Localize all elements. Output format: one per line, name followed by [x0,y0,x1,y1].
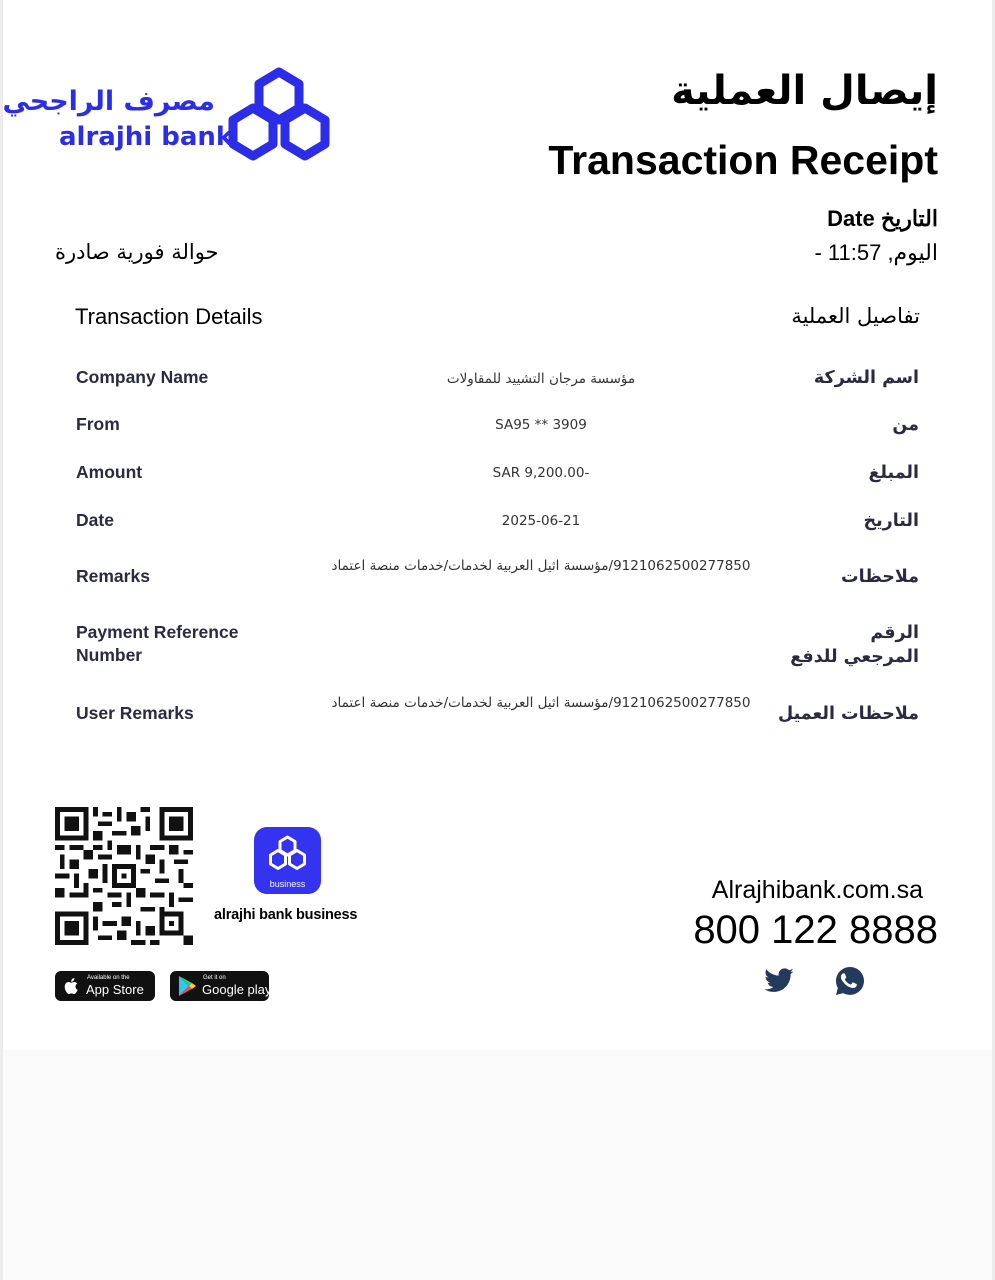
row-label-ar: الرقم المرجعي للدفع [790,623,919,667]
row-label-ar: ملاحظات العميل [778,704,919,724]
row-label-ar: المبلغ [868,463,919,483]
row-label-ar: ملاحظات [841,567,919,587]
date-label-ar: التاريخ [880,206,938,231]
app-store-big-text: App Store [86,982,144,997]
app-store-small-text: Available on the [87,975,130,981]
date-value: اليوم, 11:57 - [814,240,938,265]
row-label-en: Company Name [76,367,209,387]
section-title-en: Transaction Details [75,304,263,329]
date-label-en: Date [827,206,875,231]
whatsapp-icon[interactable] [834,965,866,997]
qr-code [55,807,193,945]
left-edge [0,0,3,1280]
google-play-small-text: Get it on [203,975,226,981]
row-label-en: Amount [76,462,143,482]
google-play-big-text: Google play [202,982,272,997]
phone-number[interactable]: 800 122 8888 [693,908,938,952]
app-name: alrajhi bank business [214,907,358,923]
google-play-badge[interactable] [170,971,272,1001]
google-play-icon [177,975,197,997]
row-value: 2025-06-21 [501,513,581,529]
row-label-ar: من [892,415,919,435]
row-label-en: Remarks [76,566,150,586]
apple-icon [63,976,81,996]
logo-text-ar: مصرف الراجحي [2,86,215,117]
alrajhi-logo-mark-icon [227,66,331,166]
row-label-ar: التاريخ [863,511,919,531]
row-value: SA95 ** 3909 [495,417,587,433]
row-label-en: Payment Reference Number [76,622,239,665]
app-store-badge[interactable] [55,971,155,1001]
receipt-title-en: Transaction Receipt [548,137,938,183]
row-label-en: From [76,414,120,434]
app-icon-label: business [269,879,306,889]
row-label-ar: اسم الشركة [813,368,919,388]
row-value: مؤسسة مرجان التشييد للمقاولات [446,371,636,387]
receipt-title-ar: إيصال العملية [671,68,938,114]
twitter-icon[interactable] [763,965,795,997]
row-value: SAR 9,200.00- [492,465,590,481]
row-label-en: User Remarks [76,703,194,723]
logo-text-en: alrajhi bank [59,122,234,152]
alrajhi-logo [2,66,335,166]
page-bottom-area [0,1050,995,1280]
row-label-en: Date [76,510,114,530]
website-link[interactable]: Alrajhibank.com.sa [711,876,923,904]
row-value: 9121062500277850/مؤسسة اثيل العربية لخدمات/خدمات منصة اعتماد [331,695,751,711]
section-title-ar: تفاصيل العملية [791,304,920,328]
alrajhi-logo-mark-icon [254,831,321,881]
date-label [827,206,938,232]
row-value: 9121062500277850/مؤسسة اثيل العربية لخدمات/خدمات منصة اعتماد [331,558,751,574]
alrajhi-business-app-icon [254,827,321,894]
transaction-type: حوالة فورية صادرة [55,240,219,264]
